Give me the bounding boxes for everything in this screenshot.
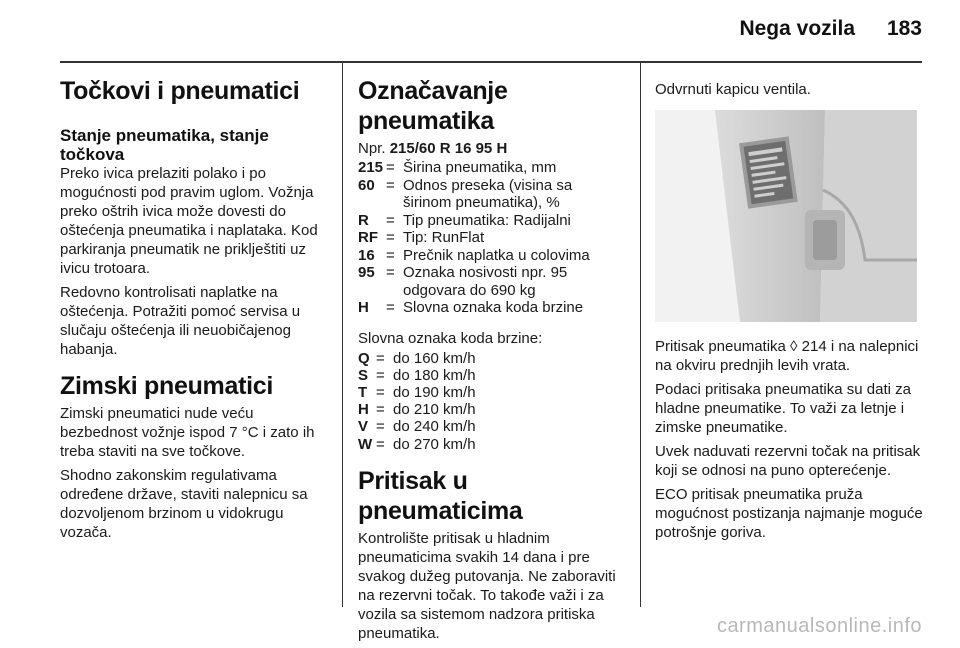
speed-code-row	[358, 384, 624, 401]
watermark: carmanualsonline.info	[716, 615, 922, 637]
row-key: 95	[358, 264, 375, 281]
row-equals: =	[386, 264, 395, 281]
row-value: do 240 km/h	[393, 418, 476, 436]
row-key: 60	[358, 176, 375, 194]
page-number: 183	[886, 17, 922, 40]
section-title: Nega vozila	[739, 17, 855, 40]
row-equals: =	[386, 159, 395, 176]
row-equals: =	[376, 401, 385, 419]
column-divider-2	[640, 62, 641, 607]
row-key: R	[358, 211, 369, 229]
row-key: V	[358, 418, 369, 436]
designation-row	[358, 229, 624, 247]
column-1	[60, 62, 328, 547]
row-equals: =	[376, 435, 385, 453]
column-divider-1	[342, 62, 343, 607]
row-equals: =	[376, 418, 385, 436]
paragraph-winter-safety: Zimski pneumatici nude veću bezbednost vožnje ispod 7 °C i zato ih treba staviti na sve točkove.	[60, 405, 315, 460]
example-prefix: Npr.	[358, 140, 386, 157]
speed-code-row	[358, 418, 624, 435]
row-value: do 190 km/h	[393, 383, 476, 401]
heading-tires-wheels: Točkovi i pneumatici	[60, 77, 300, 105]
heading-winter-tires: Zimski pneumatici	[60, 372, 274, 400]
designation-list	[358, 159, 624, 317]
designation-row	[358, 264, 624, 299]
row-value: Tip pneumatika: Radijalni	[403, 211, 571, 229]
paragraph-pressure-check: Kontrolište pritisak u hladnim pneumaticima svakih 14 dana i pre svakog dužeg putovanja. Ne zaboraviti na rezervni točak. To takođe važi i za vozila sa sistemom nadzora pritiska pneumatika.	[358, 529, 616, 642]
heading-tire-pressure: Pritisak u pneumaticima	[358, 466, 523, 525]
row-key: W	[358, 435, 373, 453]
row-value: Oznaka nosivosti npr. 95 odgovara do 690 kg	[403, 264, 568, 299]
speed-code-row	[358, 367, 624, 384]
row-value: Slovna oznaka koda brzine	[403, 299, 584, 316]
row-equals: =	[386, 299, 395, 316]
paragraph-eco-pressure: ECO pritisak pneumatika pruža mogućnost postizanja najmanje moguće potrošnje goriva.	[655, 486, 923, 541]
example-line	[358, 139, 624, 158]
row-key: T	[358, 383, 368, 401]
paragraph-speed-sticker: Shodno zakonskim regulativama određene države, staviti nalepnicu sa dozvoljenom brzinom u vidokrugu vozača.	[60, 467, 308, 541]
row-equals: =	[386, 176, 395, 194]
page-header	[0, 0, 960, 62]
paragraph-curbs: Preko ivica prelaziti polako i po mogućnosti pod pravim uglom. Vožnja preko oštrih ivica može dovesti do oštećenja pneumatika i naplataka. Kod parkiranja pneumatik ne priklještiti uz ivicu trotoara.	[60, 165, 318, 277]
speed-code-row	[358, 401, 624, 418]
paragraph-pressure-reference: Pritisak pneumatika ◊ 214 i na nalepnici na okviru prednjih levih vrata.	[655, 338, 919, 374]
row-equals: =	[376, 349, 385, 367]
designation-row	[358, 247, 624, 265]
row-value: Odnos preseka (visina sa širinom pneumatika), %	[403, 176, 573, 211]
speed-code-row	[358, 350, 624, 367]
row-key: RF	[358, 229, 378, 246]
row-equals: =	[386, 246, 395, 264]
row-value: do 270 km/h	[393, 435, 476, 453]
row-value: Širina pneumatika, mm	[403, 159, 557, 176]
column-3	[655, 62, 923, 547]
row-key: H	[358, 299, 369, 316]
row-value: do 160 km/h	[393, 349, 476, 367]
row-key: H	[358, 401, 369, 419]
row-value: Tip: RunFlat	[403, 229, 485, 246]
door-frame-sticker-photo	[655, 110, 917, 322]
designation-row	[358, 177, 624, 212]
subheading-tire-condition: Stanje pneumatika, stanje točkova	[60, 126, 269, 164]
row-key: 16	[358, 246, 375, 264]
row-equals: =	[386, 211, 395, 229]
row-key: Q	[358, 349, 370, 367]
row-equals: =	[376, 383, 385, 401]
designation-row	[358, 159, 624, 177]
door-frame-illustration	[655, 110, 917, 322]
row-equals: =	[386, 229, 395, 246]
speed-code-row	[358, 436, 624, 453]
row-value: do 210 km/h	[393, 401, 476, 419]
designation-row	[358, 299, 624, 317]
speed-intro: Slovna oznaka koda brzine:	[358, 329, 543, 347]
paragraph-cold-tires: Podaci pritisaka pneumatika su dati za hladne pneumatike. To važi za letnje i zimske pneumatike.	[655, 381, 911, 436]
row-value: Prečnik naplatka u colovima	[403, 246, 590, 264]
row-key: 215	[358, 159, 384, 176]
column-2	[358, 62, 624, 648]
paragraph-rim-check: Redovno kontrolisati naplatke na oštećenja. Potražiti pomoć servisa u slučaju oštećenja ili neuobičajenog habanja.	[60, 284, 301, 358]
example-value: 215/60 R 16 95 H	[389, 140, 508, 157]
designation-row	[358, 212, 624, 230]
speed-code-list	[358, 350, 624, 453]
row-value: do 180 km/h	[393, 366, 476, 384]
heading-tire-designation: Označavanje pneumatika	[358, 77, 508, 135]
row-key: S	[358, 366, 369, 384]
row-equals: =	[376, 366, 385, 384]
paragraph-valve-cap: Odvrnuti kapicu ventila.	[655, 81, 811, 98]
paragraph-spare-wheel: Uvek naduvati rezervni točak na pritisak koji se odnosi na puno opterećenje.	[655, 443, 921, 479]
